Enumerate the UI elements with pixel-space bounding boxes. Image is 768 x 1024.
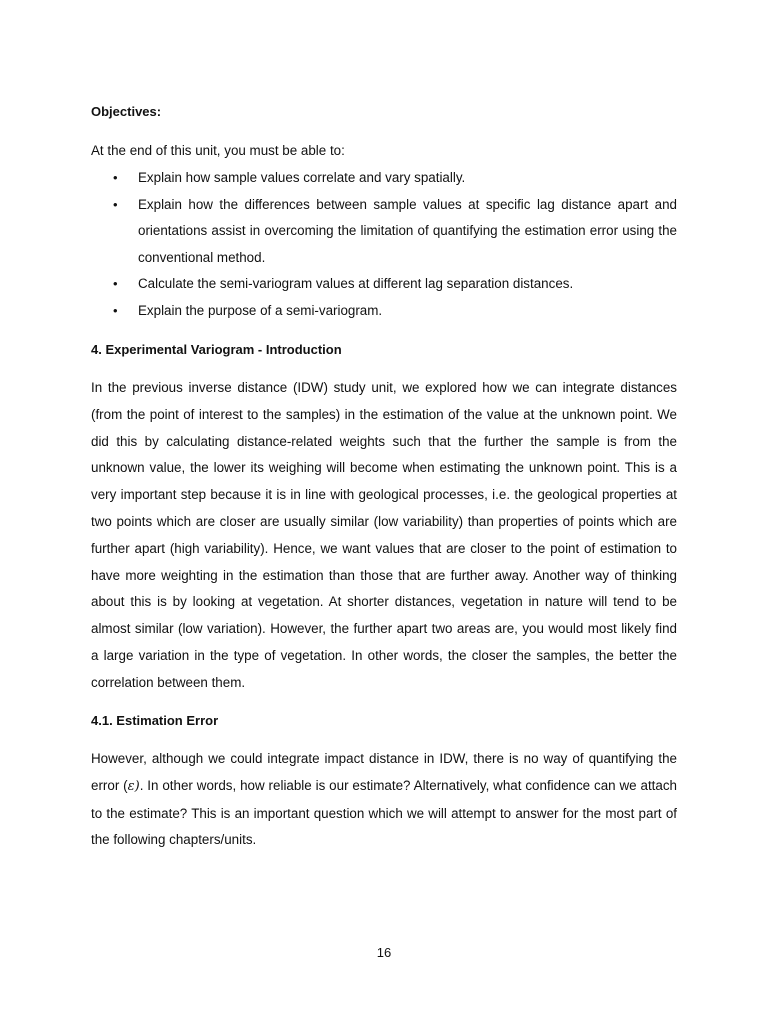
list-item: [91, 165, 677, 192]
body-paragraph: In the previous inverse distance (IDW) study unit, we explored how we can integrate distances (from the point of interest to the samples) in the estimation of the value at the unknown point. We did this by calculating distance-related weights such that the further the sample is from the unknown value, the lower its weighing will become when estimating the unknown point. This is a very important step because it is in line with geological processes, i.e. the geological properties at two points which are closer are usually similar (low variability) than properties of points which are further apart (high variability). Hence, we want values that are closer to the point of estimation to have more weighting in the estimation than those that are further away. Another way of thinking about this is by looking at vegetation. At shorter distances, vegetation in nature will tend to be almost similar (low variation). However, the further apart two areas are, you would most likely find a large variation in the type of vegetation. In other words, the closer the samples, the better the correlation between them.: [91, 380, 677, 690]
epsilon-symbol: ε): [127, 778, 140, 794]
objective-text: Explain how sample values correlate and vary spatially.: [138, 170, 466, 185]
bullet-icon: •: [113, 170, 118, 185]
section-heading: 4. Experimental Variogram - Introduction: [91, 342, 342, 357]
section-heading: 4.1. Estimation Error: [91, 713, 219, 728]
bullet-icon: •: [113, 196, 118, 212]
objective-text: Explain the purpose of a semi-variogram.: [138, 302, 383, 318]
paragraph-text: . In other words, how reliable is our estimate? Alternatively, what confidence can we attach to the estimate? This is an important question which we will attempt to answer for the most part of the following chapters/units.: [91, 777, 677, 848]
objectives-list: [91, 165, 677, 325]
objectives-heading: Objectives:: [91, 104, 162, 119]
list-item: [91, 192, 677, 272]
body-paragraph: [91, 746, 677, 854]
list-item: [91, 298, 677, 325]
bullet-icon: •: [113, 276, 118, 292]
paragraph-text: However, although we could integrate impact distance in IDW, there is no way of quantifying the error (: [91, 751, 677, 793]
page-number: 16: [376, 945, 392, 960]
objective-text: Calculate the semi-variogram values at different lag separation distances.: [138, 276, 574, 292]
objective-text: Explain how the differences between sample values at specific lag distance apart and orientations assist in overcoming the limitation of quantifying the estimation error using the conventional method.: [138, 196, 677, 265]
objectives-intro: At the end of this unit, you must be able to:: [91, 143, 345, 158]
bullet-icon: •: [113, 302, 118, 318]
list-item: [91, 271, 677, 298]
